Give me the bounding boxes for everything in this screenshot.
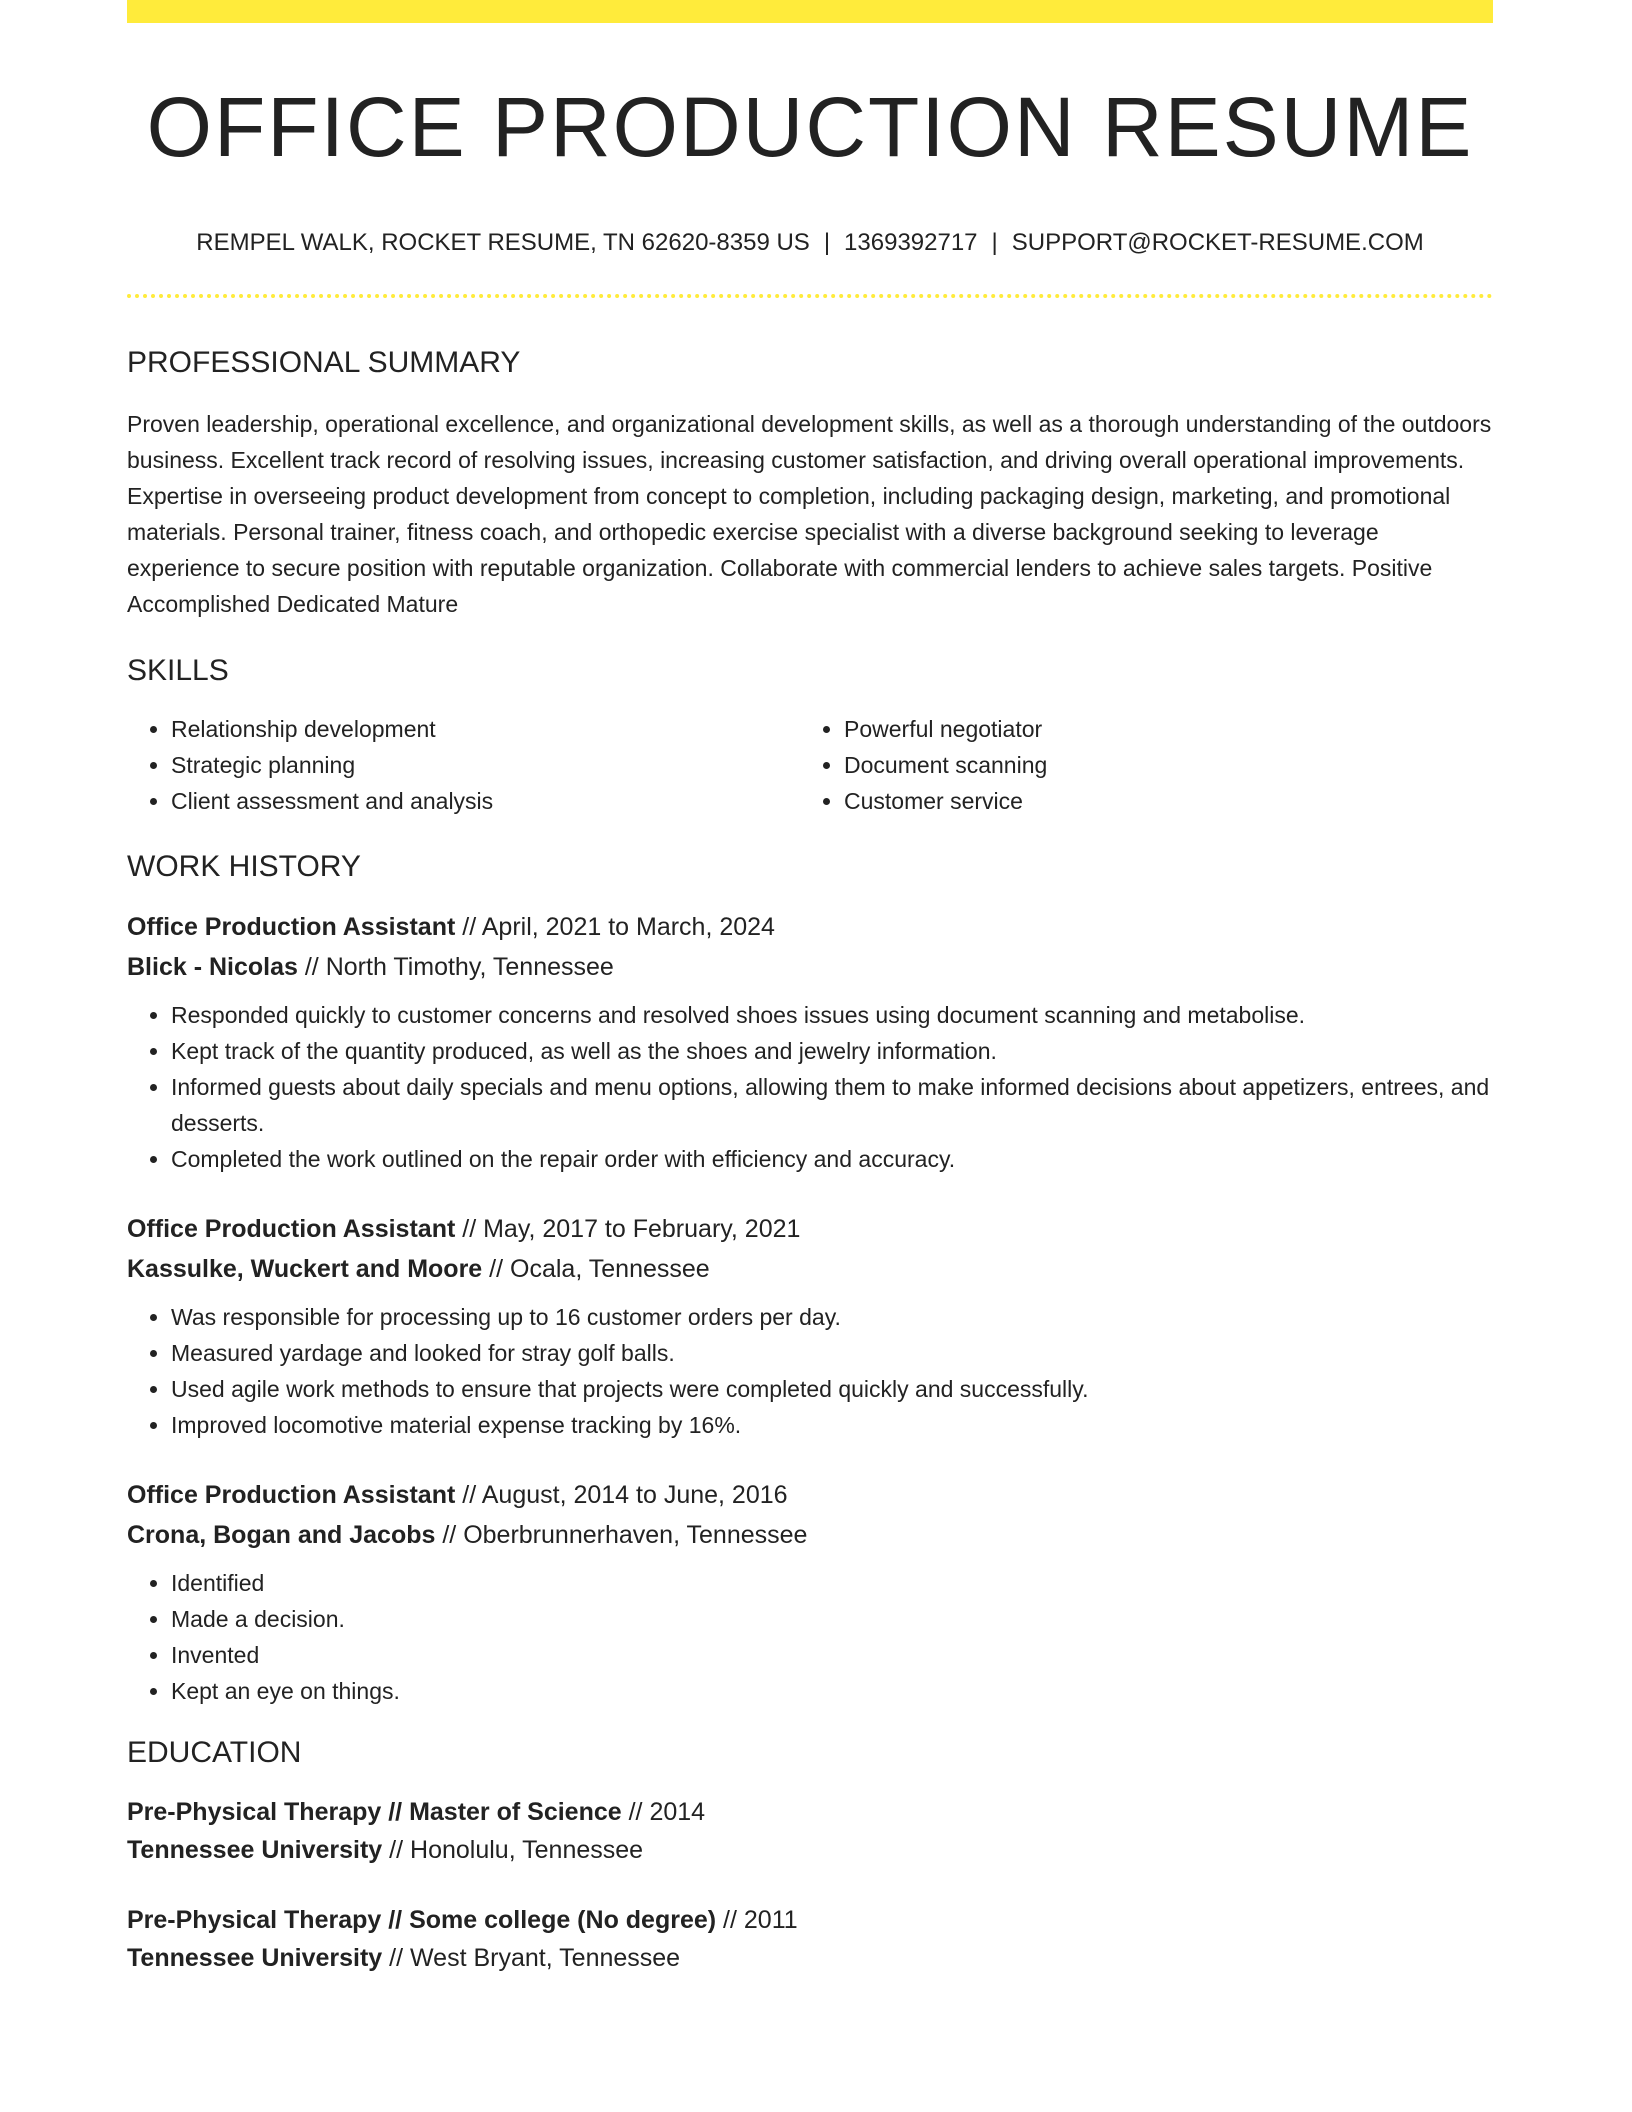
job-company-line [127, 947, 1493, 987]
education-degree-line [127, 1793, 1493, 1831]
skills-heading: SKILLS [127, 654, 229, 688]
skills-grid [127, 711, 1493, 819]
job-bullet: • Completed the work outlined on the repair order with efficiency and accuracy. [171, 1141, 1493, 1177]
job-bullet: • Used agile work methods to ensure that projects were completed quickly and successfully. [171, 1371, 1493, 1407]
separator: // [389, 1836, 404, 1865]
skill-item: • Strategic planning [171, 747, 800, 783]
job-bullet: • Improved locomotive material expense tracking by 16%. [171, 1407, 1493, 1443]
job-role: Office Production Assistant [127, 1215, 456, 1244]
job-bullet: • Made a decision. [171, 1601, 1493, 1637]
education-heading: EDUCATION [127, 1736, 302, 1770]
contact-phone: 1369392717 [844, 229, 978, 257]
job-bullet: • Identified [171, 1565, 1493, 1601]
job-company-line [127, 1249, 1493, 1289]
separator: // [462, 1481, 477, 1510]
skill-item: • Client assessment and analysis [171, 783, 800, 819]
education-location: West Bryant, Tennessee [410, 1944, 681, 1973]
education-year: 2011 [743, 1906, 798, 1935]
separator: // [389, 1944, 404, 1973]
skill-item: • Relationship development [171, 711, 800, 747]
job-role-line [127, 1475, 1493, 1515]
job-company-line [127, 1515, 1493, 1555]
skill-item: • Document scanning [844, 747, 1473, 783]
education-entry [127, 1901, 1493, 1977]
job-bullet: • Measured yardage and looked for stray golf balls. [171, 1335, 1493, 1371]
resume-title: OFFICE PRODUCTION RESUME [146, 80, 1474, 174]
job-location: Ocala, Tennessee [510, 1255, 710, 1284]
job-entry [127, 907, 1493, 1177]
job-role-line [127, 907, 1493, 947]
header-divider [127, 294, 1493, 298]
job-location: Oberbrunnerhaven, Tennessee [463, 1521, 808, 1550]
job-dates: April, 2021 to March, 2024 [481, 913, 775, 942]
education-location: Honolulu, Tennessee [410, 1836, 644, 1865]
job-bullet: • Informed guests about daily specials and menu options, allowing them to make informed decisions about appetizers, entrees, and desserts. [171, 1069, 1493, 1141]
job-dates: August, 2014 to June, 2016 [481, 1481, 788, 1510]
job-entry [127, 1209, 1493, 1443]
education-year: 2014 [649, 1798, 706, 1827]
contact-line [127, 229, 1493, 258]
contact-address: REMPEL WALK, ROCKET RESUME, TN 62620-8359 US [196, 229, 810, 257]
separator: // [723, 1906, 737, 1935]
job-bullet: • Responded quickly to customer concerns and resolved shoes issues using document scanning and metabolise. [171, 997, 1493, 1033]
skills-list-right [800, 711, 1473, 819]
education-school-line [127, 1939, 1493, 1977]
job-company: Blick - Nicolas [127, 953, 298, 982]
job-location: North Timothy, Tennessee [325, 953, 614, 982]
job-bullet: • Kept an eye on things. [171, 1673, 1493, 1709]
education-degree: Pre-Physical Therapy // Master of Science [127, 1798, 622, 1827]
work-history-heading: WORK HISTORY [127, 850, 361, 884]
resume-page [127, 0, 1493, 1977]
job-bullets [127, 1565, 1493, 1709]
job-role: Office Production Assistant [127, 1481, 456, 1510]
job-dates: May, 2017 to February, 2021 [483, 1215, 801, 1244]
education-entry [127, 1793, 1493, 1869]
contact-separator: | [991, 229, 998, 257]
skill-item: • Powerful negotiator [844, 711, 1473, 747]
job-role: Office Production Assistant [127, 913, 456, 942]
separator: // [628, 1798, 643, 1827]
separator: // [462, 1215, 477, 1244]
separator: // [489, 1255, 504, 1284]
job-bullet: • Was responsible for processing up to 16 customer orders per day. [171, 1299, 1493, 1335]
job-bullet: • Kept track of the quantity produced, as well as the shoes and jewelry information. [171, 1033, 1493, 1069]
education-degree: Pre-Physical Therapy // Some college (No degree) [127, 1906, 717, 1935]
education-degree-line [127, 1901, 1493, 1939]
summary-heading: PROFESSIONAL SUMMARY [127, 346, 521, 380]
job-company: Kassulke, Wuckert and Moore [127, 1255, 483, 1284]
job-bullet: • Invented [171, 1637, 1493, 1673]
header-accent-bar [127, 0, 1493, 23]
separator: // [462, 913, 477, 942]
separator: // [304, 953, 319, 982]
job-entry [127, 1475, 1493, 1709]
education-school: Tennessee University [127, 1944, 383, 1973]
job-bullets [127, 997, 1493, 1177]
separator: // [442, 1521, 457, 1550]
job-bullets [127, 1299, 1493, 1443]
job-role-line [127, 1209, 1493, 1249]
education-school: Tennessee University [127, 1836, 383, 1865]
contact-separator: | [823, 229, 831, 257]
skill-item: • Customer service [844, 783, 1473, 819]
contact-email: SUPPORT@ROCKET-RESUME.COM [1011, 229, 1424, 257]
skills-list-left [127, 711, 800, 819]
job-company: Crona, Bogan and Jacobs [127, 1521, 436, 1550]
summary-text: Proven leadership, operational excellence, and organizational development skills, as well as a thorough understanding of the outdoors business. Excellent track record of resolving issues, increasing customer satisfaction, and driving overall operational improvements. Expertise in overseeing product development from concept to completion, including packaging design, marketing, and promotional materials. Personal trainer, fitness coach, and orthopedic exercise specialist with a diverse background seeking to leverage experience to secure position with reputable organization. Collaborate with commercial lenders to achieve sales targets. Positive Accomplished Dedicated Mature [127, 411, 1492, 618]
education-school-line [127, 1831, 1493, 1869]
